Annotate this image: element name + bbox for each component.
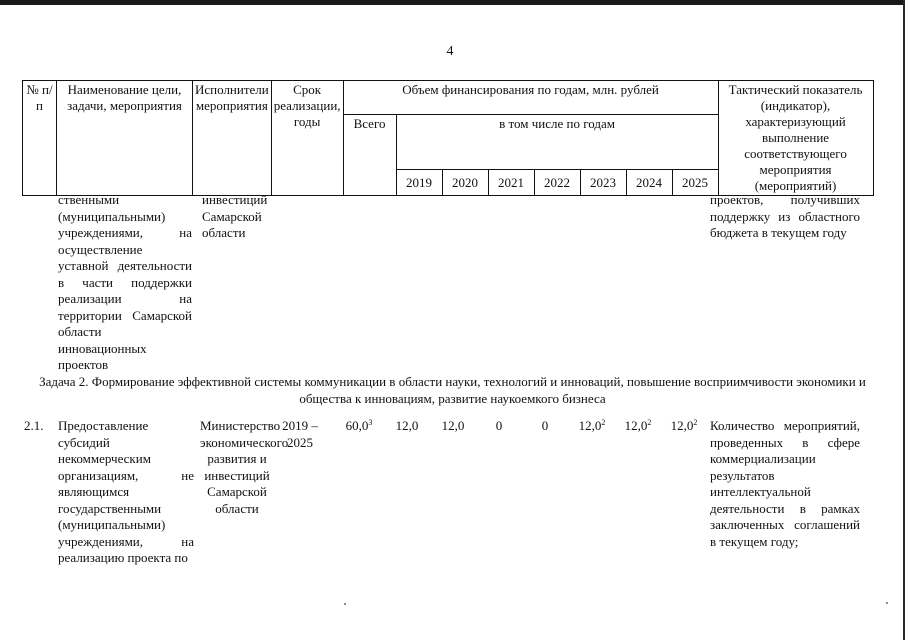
continuation-executor: инвестиций Самарской области [202, 192, 268, 240]
header-col-total: Всего [343, 115, 396, 196]
header-col-no: № п/п [23, 81, 57, 196]
row-2-1-executor: Министерство экономического развития и инвестиций Самарской области [200, 418, 289, 516]
header-col-indicator: Тактический показатель (индикатор), характеризующий выполнение соответствующего мероприятия (мероприятий) [718, 81, 873, 196]
row-2-1-2022: 0 [541, 418, 549, 433]
header-year-2025: 2025 [672, 170, 718, 196]
header-year-2019: 2019 [396, 170, 442, 196]
task-2-heading: Задача 2. Формирование эффективной системы коммуникации в области науки, технологий и инноваций, повышение восприимчивости экономики и общества к инновациям, развитие наукоемкого бизнеса [39, 374, 866, 406]
row-2-1-number: 2.1. [24, 418, 44, 433]
header-year-2022: 2022 [534, 170, 580, 196]
table-header [22, 80, 874, 196]
continuation-indicator: проектов, получивших поддержку из областного бюджета в текущем году [710, 192, 860, 240]
row-2-1-2025: 12,0$^2$ [670, 418, 698, 433]
row-2-1-term: 2019 – 2025 [282, 418, 318, 450]
header-year-2023: 2023 [580, 170, 626, 196]
page-number: 4 [446, 44, 454, 59]
row-2-1-indicator: Количество мероприятий, проведенных в сфере коммерциализации результатов интеллектуальной деятельности в рамках заключенных соглашений в текущем году; [710, 418, 860, 549]
row-2-1-2021: 0 [495, 418, 503, 433]
header-col-executor: Исполнители мероприятия [193, 81, 272, 196]
continuation-name: ственными (муниципальными) учреждениями, на осуществление уставной деятельности в части поддержки реализации на территории Самарской области инновационных проектов [58, 192, 192, 372]
scan-speck [886, 602, 888, 604]
row-2-1-total: 60,0$^3$ [345, 418, 373, 433]
row-2-1-2019: 12,0 [395, 418, 419, 433]
header-col-name: Наименование цели, задачи, мероприятия [57, 81, 193, 196]
scan-speck [344, 603, 346, 605]
scan-top-edge [0, 0, 905, 5]
header-year-2021: 2021 [488, 170, 534, 196]
row-2-1-name: Предоставление субсидий некоммерческим организациям, не являющимся государственными (муниципальными) учреждениями, на реализацию проекта по [58, 418, 194, 565]
header-col-funding: Объем финансирования по годам, млн. рублей [343, 81, 718, 115]
header-col-incl-years: в том числе по годам [396, 115, 718, 170]
row-2-1-2023: 12,0$^2$ [578, 418, 606, 433]
header-year-2020: 2020 [442, 170, 488, 196]
header-year-2024: 2024 [626, 170, 672, 196]
header-col-term: Срок реализации, годы [271, 81, 343, 196]
row-2-1-2024: 12,0$^2$ [624, 418, 652, 433]
row-2-1-2020: 12,0 [441, 418, 465, 433]
